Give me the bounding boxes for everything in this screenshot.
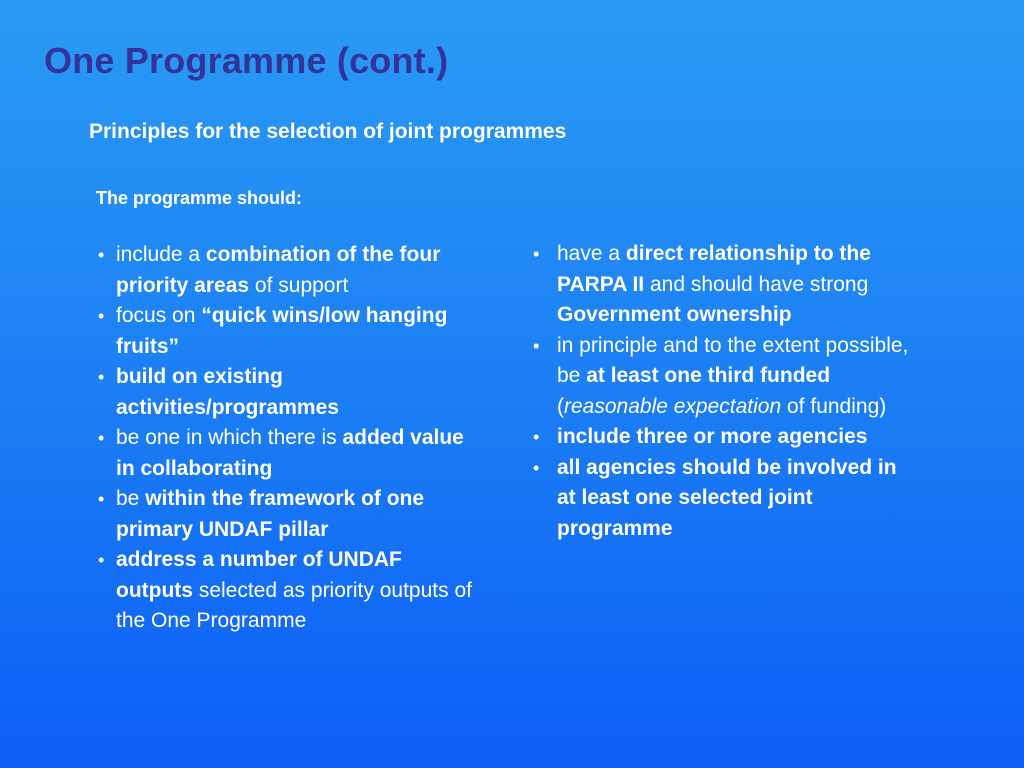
bullet-text-segment: direct relationship to the PARPA II bbox=[557, 242, 871, 296]
bullet-icon: • bbox=[98, 428, 105, 448]
intro-text: The programme should: bbox=[96, 188, 303, 208]
bullet-icon: • bbox=[533, 335, 540, 356]
slide-subtitle: Principles for the selection of joint programmes bbox=[89, 120, 567, 143]
bullet-text-segment: be one in which there is bbox=[116, 426, 343, 449]
bullet-icon: • bbox=[533, 244, 540, 264]
bullet-text-segment: focus on bbox=[116, 304, 202, 327]
bullet-text-segment: and should have strong bbox=[644, 272, 869, 296]
bullet-text-segment: within the framework of one primary UNDAF pillar bbox=[116, 487, 425, 541]
bullet-icon: • bbox=[98, 306, 105, 326]
bullet-icon: • bbox=[98, 367, 105, 387]
bullet-item bbox=[98, 484, 478, 545]
slide-title: One Programme (cont.) bbox=[44, 40, 449, 81]
bullet-item bbox=[533, 239, 913, 331]
bullet-icon: • bbox=[98, 489, 105, 509]
bullet-item bbox=[98, 362, 478, 423]
bullet-text-segment: at least one third funded bbox=[586, 364, 831, 387]
bullet-item bbox=[98, 545, 478, 637]
bullet-text-segment: ( bbox=[557, 394, 564, 418]
bullet-item bbox=[98, 301, 478, 362]
bullet-item bbox=[533, 422, 913, 453]
right-bullet-list bbox=[533, 239, 913, 544]
bullet-text-segment: include a bbox=[116, 243, 206, 266]
bullet-text-segment: all agencies should be involved in at least one selected joint programme bbox=[557, 455, 897, 540]
left-bullet-list bbox=[98, 240, 478, 637]
bullet-text-segment: “quick wins/low hanging fruits” bbox=[116, 304, 448, 358]
bullet-text-segment: of funding) bbox=[781, 394, 887, 418]
bullet-icon: • bbox=[98, 550, 105, 570]
bullet-item bbox=[533, 331, 913, 423]
bullet-item bbox=[98, 423, 478, 484]
bullet-text-segment: Government ownership bbox=[557, 303, 792, 326]
bullet-item bbox=[533, 453, 913, 545]
bullet-text-segment: in principle and to the extent possible, be bbox=[557, 333, 909, 387]
bullet-text-segment: build on existing activities/programmes bbox=[116, 365, 339, 419]
bullet-text-segment: added value in collaborating bbox=[116, 426, 464, 480]
bullet-icon: • bbox=[533, 457, 540, 478]
bullet-text-segment: selected as priority outputs of the One Programme bbox=[116, 578, 472, 632]
bullet-text-segment: reasonable expectation bbox=[564, 394, 782, 418]
bullet-text-segment: of support bbox=[249, 273, 349, 297]
bullet-text-segment: combination of the four priority areas bbox=[116, 243, 441, 297]
bullet-icon: • bbox=[533, 427, 540, 447]
bullet-text-segment: address a number of UNDAF outputs bbox=[116, 548, 402, 602]
bullet-text-segment: be bbox=[116, 487, 146, 510]
bullet-item bbox=[98, 240, 478, 301]
bullet-icon: • bbox=[98, 245, 105, 265]
bullet-text-segment: include three or more agencies bbox=[557, 425, 868, 448]
bullet-text-segment: have a bbox=[557, 242, 626, 265]
